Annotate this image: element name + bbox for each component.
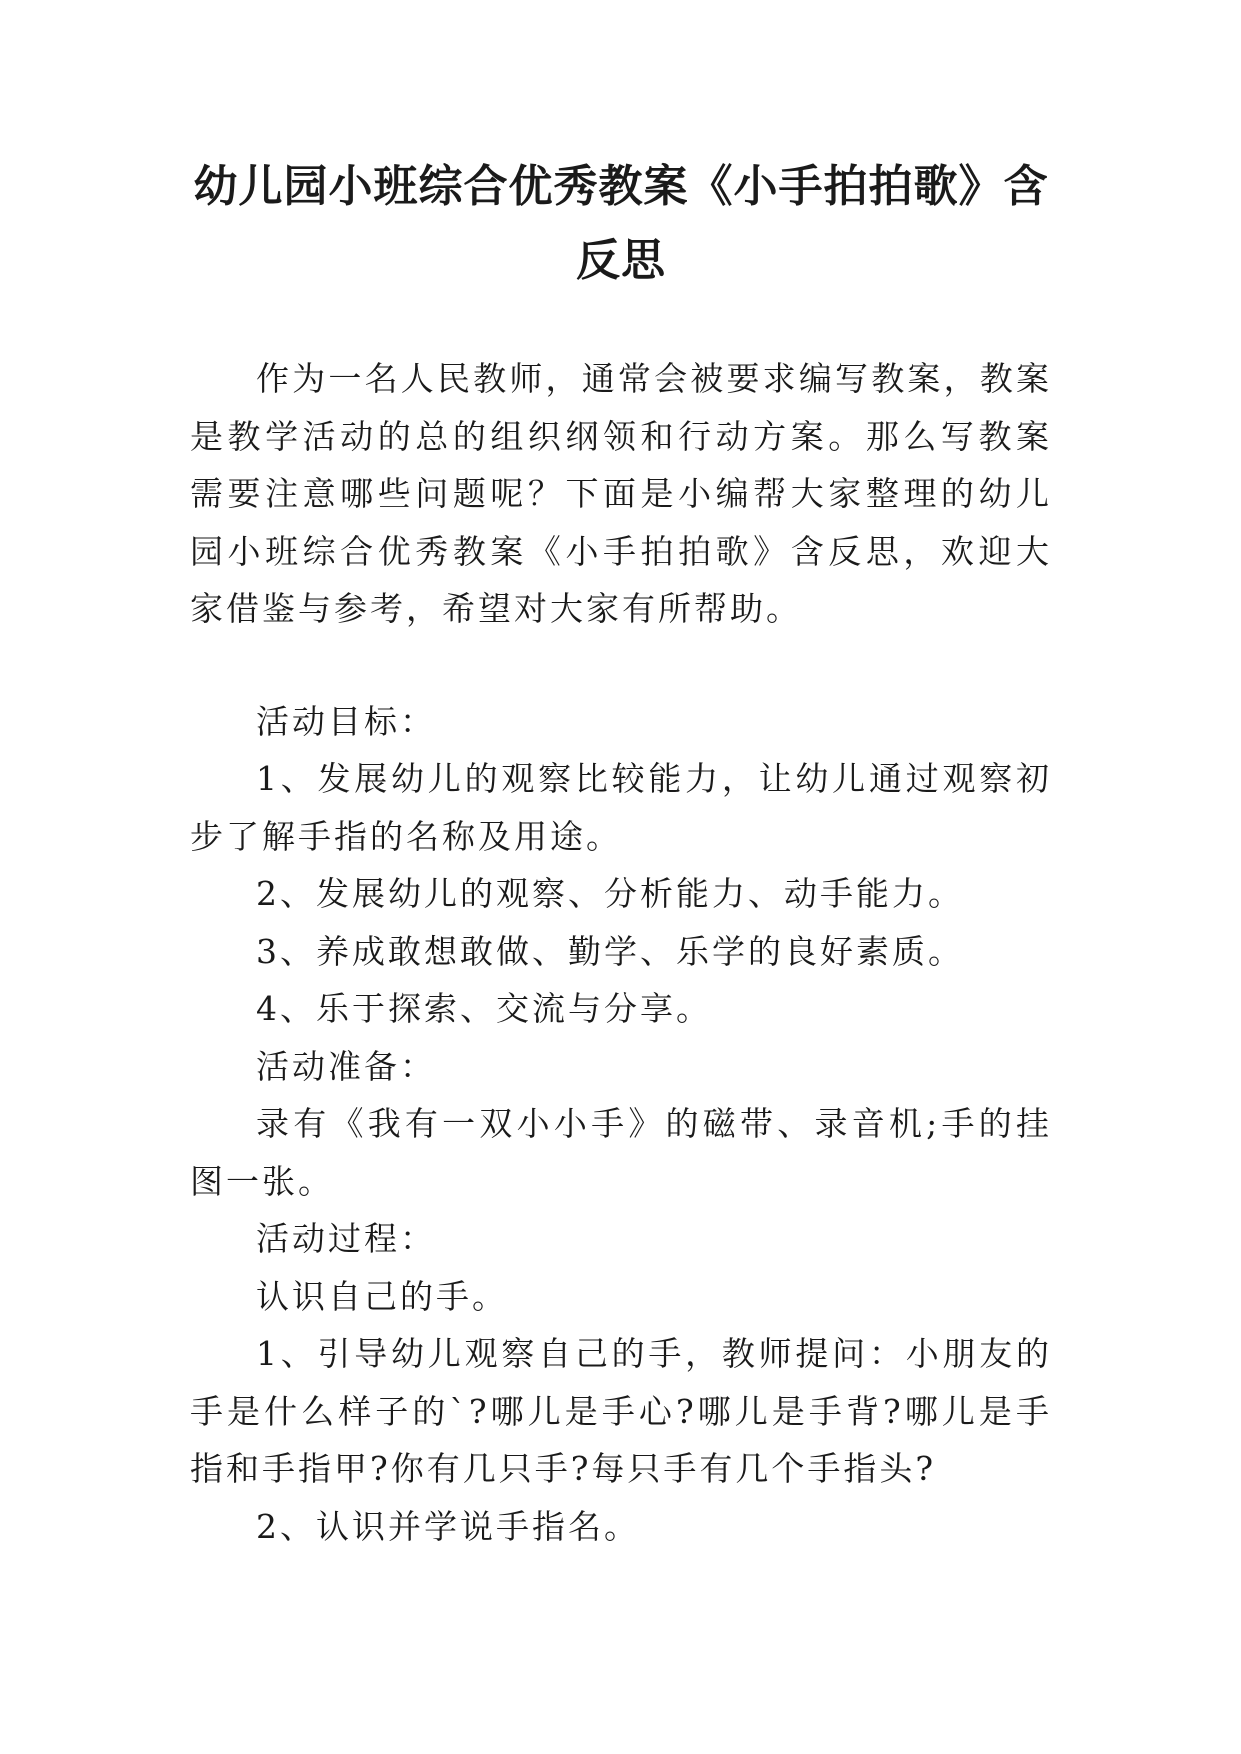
heading-activity-goals: 活动目标：: [256, 701, 436, 741]
process-subheading: 认识自己的手。: [256, 1276, 508, 1316]
heading-activity-preparation: 活动准备：: [256, 1046, 436, 1086]
heading-activity-process: 活动过程：: [256, 1219, 436, 1258]
goal-item-2: 2、发展幼儿的观察、分析能力、动手能力。: [256, 874, 964, 913]
process-step-1: 1、引导幼儿观察自己的手，教师提问：小朋友的手是什么样子的`?哪儿是手心?哪儿是手背?哪儿是手指和手指甲?你有几只手?每只手有几个手指头?: [190, 1334, 1052, 1488]
process-step-2: 2、认识并学说手指名。: [256, 1506, 640, 1546]
intro-paragraph: 作为一名人民教师，通常会被要求编写教案，教案是教学活动的总的组织纲领和行动方案。那么写教案需要注意哪些问题呢？下面是小编帮大家整理的幼儿园小班综合优秀教案《小手拍拍歌》含反思，欢迎大家借鉴与参考，希望对大家有所帮助。: [190, 359, 1052, 628]
goal-item-4: 4、乐于探索、交流与分享。: [256, 989, 712, 1028]
document-title: 幼儿园小班综合优秀教案《小手拍拍歌》含反思: [193, 161, 1049, 286]
preparation-text: 录有《我有一双小小手》的磁带、录音机;手的挂图一张。: [190, 1104, 1052, 1201]
section-spacer: [190, 638, 1052, 693]
goal-item-3: 3、养成敢想敢做、勤学、乐学的良好素质。: [256, 931, 964, 971]
document-body: [190, 350, 1052, 1555]
goal-item-1: 1、发展幼儿的观察比较能力，让幼儿通过观察初步了解手指的名称及用途。: [190, 759, 1052, 856]
